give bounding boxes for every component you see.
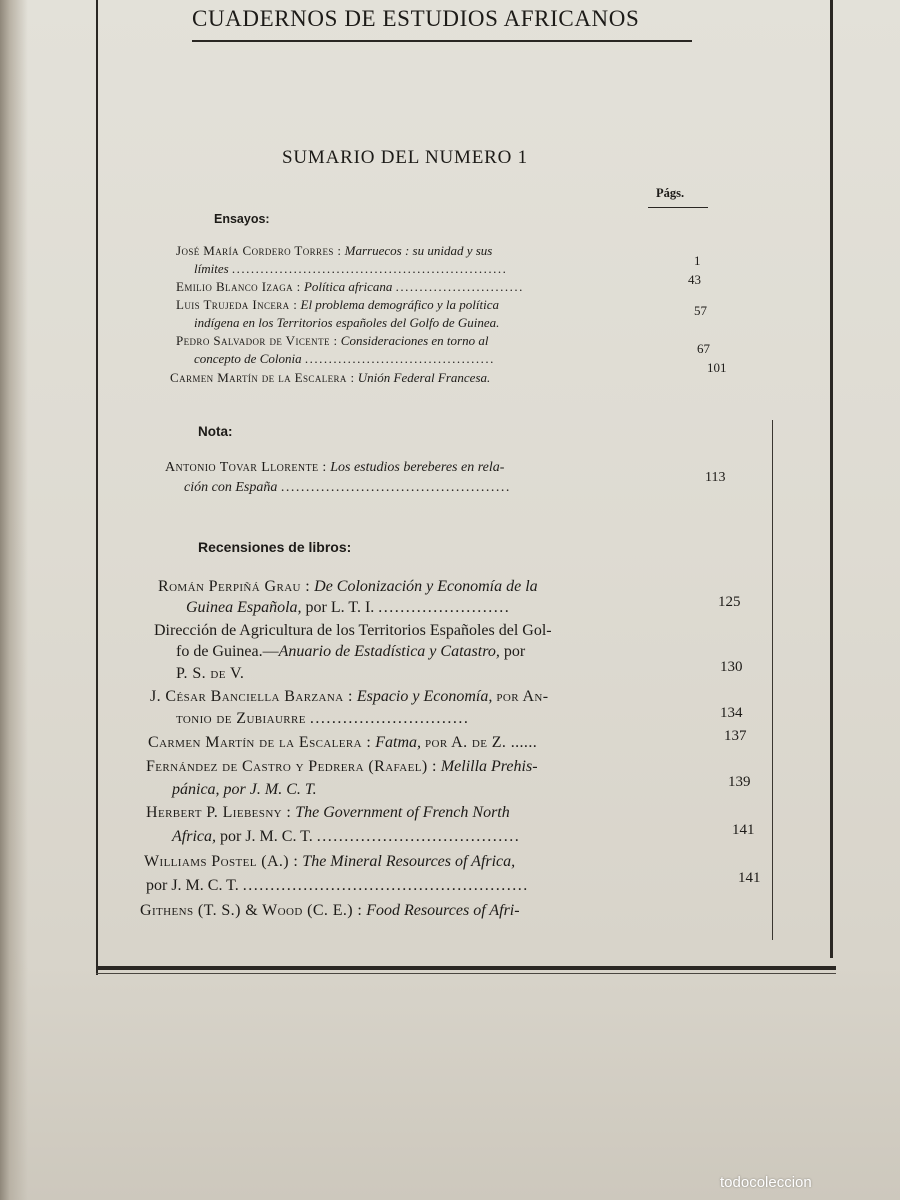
list-item-continuation bbox=[186, 599, 510, 617]
entry-reviewer: por J. M. C. T. bbox=[220, 828, 313, 845]
leader-dots: ........................................ bbox=[304, 351, 495, 366]
entry-title: Food Resources of Afri- bbox=[366, 902, 520, 919]
entry-title: The Government of French North bbox=[295, 804, 510, 821]
list-item-continuation bbox=[194, 261, 507, 277]
page-edge-shadow bbox=[0, 0, 28, 1200]
entry-title: Fatma, bbox=[375, 734, 422, 751]
entry-title: Africa, bbox=[172, 828, 216, 845]
entry-author: Dirección de Agricultura de los Territorios Españoles del Gol- bbox=[154, 622, 552, 639]
list-item bbox=[158, 578, 538, 596]
entry-title: Unión Federal Francesa. bbox=[357, 370, 491, 385]
list-item bbox=[148, 734, 537, 752]
list-item bbox=[165, 460, 504, 476]
entry-reviewer: por J. M. C. T. bbox=[146, 877, 239, 894]
list-item-continuation bbox=[146, 877, 529, 895]
page-number: 67 bbox=[697, 341, 710, 356]
frame-left-rule bbox=[96, 0, 98, 975]
entry-author: Pedro Salvador de Vicente : bbox=[176, 333, 338, 348]
page-number: 113 bbox=[705, 470, 726, 485]
entry-reviewer: por A. de Z. ...... bbox=[425, 734, 538, 751]
list-item bbox=[146, 804, 510, 822]
list-item bbox=[176, 279, 524, 295]
entry-author: Luis Trujeda Incera : bbox=[176, 297, 298, 312]
entry-title: El problema demográfico y la política bbox=[300, 297, 499, 312]
leader-dots: ........................ bbox=[378, 599, 511, 616]
entry-title: Guinea Española, bbox=[186, 599, 302, 616]
entry-reviewer: P. S. de V. bbox=[176, 665, 245, 682]
entry-author: José María Cordero Torres : bbox=[176, 243, 342, 258]
frame-bottom-rule-thin bbox=[96, 973, 836, 974]
list-item-continuation bbox=[176, 665, 244, 683]
page-number: 141 bbox=[738, 870, 761, 886]
entry-author: Antonio Tovar Llorente : bbox=[165, 460, 327, 475]
list-item-continuation bbox=[194, 315, 499, 331]
entry-title: Espacio y Economía, bbox=[356, 688, 493, 705]
entry-title: De Colonización y Economía de la bbox=[314, 578, 538, 595]
list-item-continuation bbox=[194, 351, 495, 367]
list-item bbox=[170, 370, 490, 386]
list-item-continuation bbox=[176, 710, 469, 728]
list-item bbox=[150, 688, 549, 706]
entry-title: indígena en los Territorios españoles del Golfo de Guinea. bbox=[194, 315, 500, 330]
title-underline bbox=[192, 40, 692, 42]
entry-connector: por bbox=[503, 643, 526, 660]
inner-right-rule bbox=[772, 420, 773, 940]
entry-reviewer: por J. M. C. T. bbox=[223, 781, 317, 798]
list-item bbox=[144, 853, 515, 871]
entry-title: pánica, bbox=[172, 781, 220, 798]
entry-title: Anuario de Estadística y Catastro, bbox=[278, 643, 500, 660]
list-item-continuation bbox=[172, 828, 520, 846]
list-item bbox=[140, 902, 520, 920]
entry-title: Política africana bbox=[303, 279, 393, 294]
page-number: 137 bbox=[724, 728, 747, 744]
page-heading: SUMARIO DEL NUMERO 1 bbox=[282, 147, 528, 168]
entry-author: Carmen Martín de la Escalera : bbox=[148, 734, 372, 751]
leader-dots: ..................................... bbox=[316, 828, 521, 845]
entry-author: Román Perpiñá Grau : bbox=[158, 578, 311, 595]
list-item-continuation bbox=[184, 480, 511, 496]
entry-author: Fernández de Castro y Pedrera (Rafael) : bbox=[146, 758, 437, 775]
entry-title: Consideraciones en torno al bbox=[340, 333, 489, 348]
section-recensiones: Recensiones de libros: bbox=[198, 539, 352, 555]
list-item-continuation bbox=[172, 781, 317, 799]
page-number: 139 bbox=[728, 774, 751, 790]
leader-dots: ............................. bbox=[309, 710, 470, 727]
entry-author: Carmen Martín de la Escalera : bbox=[170, 370, 355, 385]
pages-column-rule bbox=[648, 207, 708, 208]
list-item bbox=[176, 333, 488, 349]
watermark-text: todocoleccion bbox=[720, 1174, 812, 1191]
entry-author: Williams Postel (A.) : bbox=[144, 853, 299, 870]
page-number: 101 bbox=[707, 360, 727, 375]
entry-title: Marruecos : su unidad y sus bbox=[344, 243, 493, 258]
entry-author: Githens (T. S.) & Wood (C. E.) : bbox=[140, 902, 363, 919]
page-number: 1 bbox=[694, 253, 701, 268]
list-item bbox=[176, 243, 492, 259]
list-item bbox=[176, 297, 499, 313]
entry-title: Melilla Prehis- bbox=[440, 758, 538, 775]
page-number: 134 bbox=[720, 705, 743, 721]
leader-dots: .......................................................... bbox=[231, 261, 508, 276]
pages-column-label: Págs. bbox=[656, 186, 685, 200]
list-item-continuation bbox=[176, 643, 525, 661]
list-item bbox=[146, 758, 538, 776]
list-item bbox=[154, 622, 552, 640]
section-nota: Nota: bbox=[198, 424, 233, 439]
leader-dots: ........................... bbox=[395, 279, 524, 294]
page-number: 57 bbox=[694, 303, 707, 318]
journal-title: CUADERNOS DE ESTUDIOS AFRICANOS bbox=[192, 6, 640, 31]
entry-author: Herbert P. Liebesny : bbox=[146, 804, 292, 821]
entry-author: Emilio Blanco Izaga : bbox=[176, 279, 301, 294]
section-ensayos: Ensayos: bbox=[214, 212, 270, 226]
frame-right-rule bbox=[830, 0, 833, 958]
page-number: 43 bbox=[688, 272, 701, 287]
entry-reviewer: tonio de Zubiaurre bbox=[176, 710, 306, 727]
leader-dots: .............................................. bbox=[280, 480, 511, 495]
entry-title: concepto de Colonia bbox=[194, 351, 302, 366]
entry-title: The Mineral Resources of Africa, bbox=[302, 853, 516, 870]
page-number: 141 bbox=[732, 822, 755, 838]
page-number: 130 bbox=[720, 659, 743, 675]
entry-author: fo de Guinea.— bbox=[176, 643, 279, 660]
leader-dots: .................................................... bbox=[242, 877, 529, 894]
frame-bottom-rule bbox=[96, 966, 836, 970]
entry-reviewer: por L. T. I. bbox=[305, 599, 375, 616]
page-number: 125 bbox=[718, 594, 741, 610]
entry-title: límites bbox=[194, 261, 229, 276]
entry-title: Los estudios bereberes en rela- bbox=[330, 460, 505, 475]
entry-title: ción con España bbox=[184, 480, 278, 495]
entry-author: J. César Banciella Barzana : bbox=[150, 688, 353, 705]
entry-reviewer: por An- bbox=[496, 688, 549, 705]
